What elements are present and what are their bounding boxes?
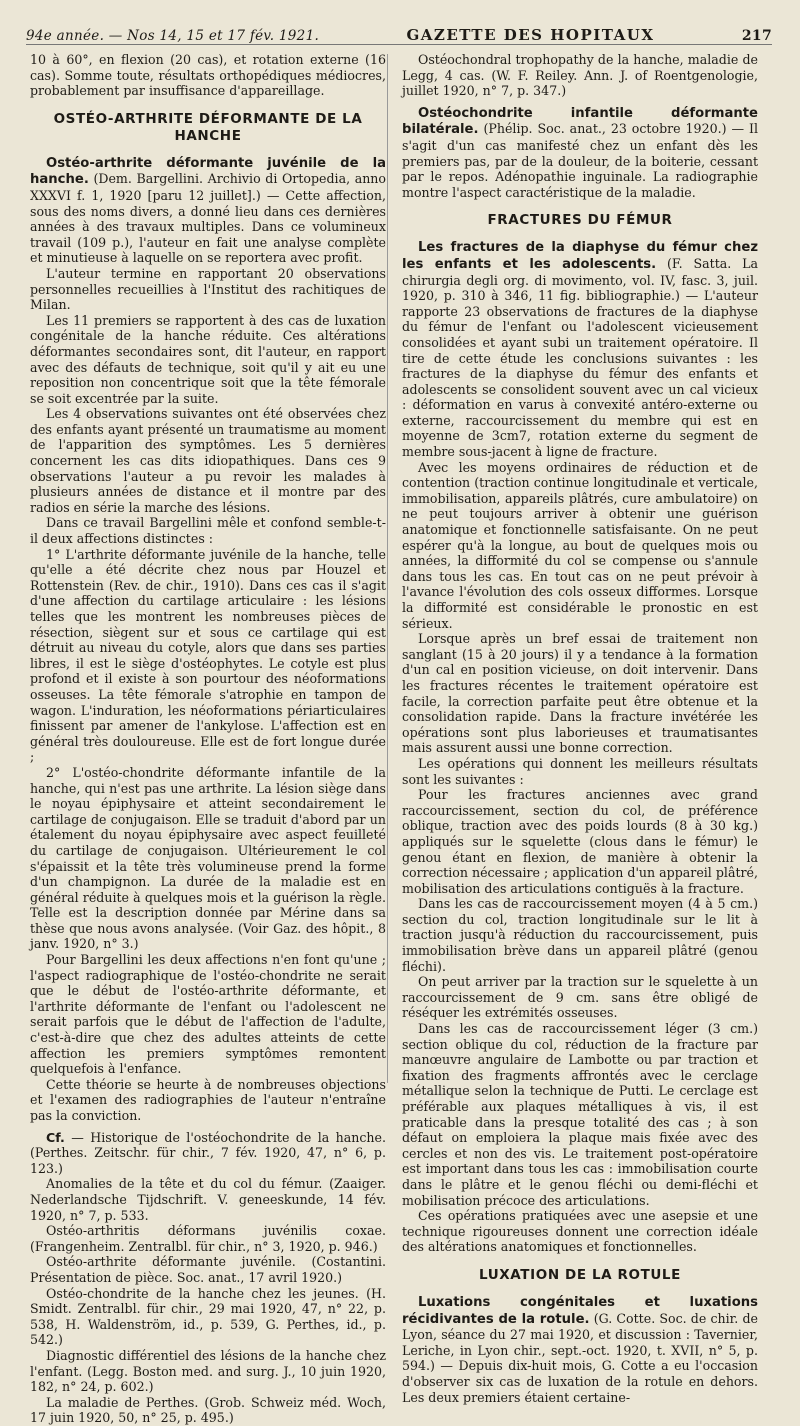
article-bargellini — [30, 155, 386, 266]
paragraph: 2° L'ostéo-chondrite déformante infantile de la hanche, qui n'est pas une arthrite. La lésion siège dans le noyau épiphysaire et atteint secondairement le cartilage de conjugaison. Elle se traduit d'abord par un étalement du noyau épiphysaire avec aspect feuilleté du cartilage de conjugaison. Ultérieurement le col s'épaissit et la tête très volumineuse prend la forme d'un champignon. La durée de la maladie est en général réduite à quelques mois et la guérison la règle. Telle est la description donnée par Mérine dans sa thèse que nous avons analysée. (Voir Gaz. des hôpit., 8 janv. 1920, n° 3.) — [30, 764, 386, 952]
cf-item: Diagnostic différentiel des lésions de la hanche chez l'enfant. (Legg. Boston med. and surg. J., 10 juin 1920, 182, n° 24, p. 602.) — [30, 1347, 386, 1395]
article-title: Les fractures de la diaphyse du fémur chez les enfants et les adolescents. — [402, 240, 758, 272]
paragraph: Ces opérations pratiquées avec une asepsie et une technique rigoureuses donnent une correction idéale des altérations anatomiques et fonctionnelles. — [402, 1208, 758, 1255]
article-reference: (Dem. Bargellini. Archivio di Ortopedia, anno XXXVI f. 1, 1920 [paru 12 juillet].) — [30, 171, 386, 203]
article-body: (G. Cotte. Soc. de chir. de Lyon, séance du 27 mai 1920, et discussion : Tavernier, Leriche, in Lyon chir., sept.-oct. 1920, t. XVII, n° 5, p. 594.) — Depuis dix-huit mois, G. Cotte a eu l'occasion d'observer six cas de luxation de la rotule en dehors. Les deux premiers étaient certaine- — [402, 1310, 758, 1405]
cf-item: Ostéo-arthritis déformans juvénilis coxae. (Frangenheim. Zentralbl. für chir., n° 3, 1920, p. 946.) — [30, 1223, 386, 1254]
article-phelip — [402, 105, 758, 201]
cf-item: Ostéo-arthrite déformante juvénile. (Costantini. Présentation de pièce. Soc. anat., 17 avril 1920.) — [30, 1254, 386, 1285]
article-satta — [402, 239, 758, 459]
cf-item: La maladie de Perthes. (Grob. Schweiz méd. Woch, 17 juin 1920, 50, n° 25, p. 495.) — [30, 1394, 386, 1426]
page-header — [26, 14, 772, 45]
paragraph: 1° L'arthrite déformante juvénile de la hanche, telle qu'elle a été décrite chez nous par Houzel et Rottenstein (Rev. de chir., 1910). Dans ces cas il s'agit d'une affection du cartilage articulaire : les lésions telles que les montrent les nombreuses pièces de résection, siègent sur et sous ce cartilage qui est détruit au niveau du cotyle, alors que dans ses parties libres, il est le siège d'ostéophytes. Le cotyle est plus profond et il existe à son pourtour des néoformations osseuses. La tête fémorale s'atrophie en tampon de wagon. L'induration, les néoformations périarticulaires finissent par amener de l'ankylose. L'affection est en général très douloureuse. Elle est de fort longue durée ; — [30, 546, 386, 765]
article-cotte — [402, 1294, 758, 1405]
section-heading-osteo-arthrite: OSTÉO-ARTHRITE DÉFORMANTE DE LA HANCHE — [53, 110, 363, 144]
right-column — [402, 52, 758, 1405]
article-title: Ostéochondrite infantile déformante bilatérale. — [402, 105, 758, 138]
article-title: Luxations congénitales et luxations récidivantes de la rotule. — [402, 1294, 758, 1327]
section-heading-fractures: FRACTURES DU FÉMUR — [487, 212, 673, 229]
paragraph: L'auteur termine en rapportant 20 observations personnelles recueillies à l'Institut des rachitiques de Milan. — [30, 265, 386, 313]
cf-item: Anomalies de la tête et du col du fémur. (Zaaiger. Nederlandsche Tijdschrift. V. geneeskunde, 14 fév. 1920, n° 7, p. 533. — [30, 1176, 386, 1223]
page-number: 217 — [741, 28, 772, 44]
paragraph: Lorsque après un bref essai de traitement non sanglant (15 à 20 jours) il y a tendance à la formation d'un cal en position vicieuse, on doit intervenir. Dans les fractures récentes le traitement opératoire est facile, la correction parfaite peut être obtenue et la consolidation rapide. Dans la fracture invétérée les opérations sont plus laborieuses et traumatisantes mais assurent aussi une bonne correction. — [402, 631, 758, 756]
left-column — [30, 52, 386, 1426]
paragraph: Dans les cas de raccourcissement léger (3 cm.) section oblique du col, réduction de la fracture par manœuvre angulaire de Lambotte ou par traction et fixation des fragments affrontés avec le cerclage métallique selon la technique de Putti. Le cerclage est préférable aux plaques métalliques à vis, il est praticable dans la presque totalité des cas ; à son défaut on emploiera la plaque mais fixée avec des cercles et non des vis. Le traitement post-opératoire est important dans tous les cas : immobilisation courte dans le plâtre et le genou fléchi ou demi-fléchi et mobilisation précoce des articulations. — [402, 1021, 758, 1208]
cf-item — [30, 1130, 386, 1177]
article-body: (Phélip. Soc. anat., 23 octobre 1920.) — Il s'agit d'un cas manifesté chez un enfant dès les premiers pas, par de la douleur, de la boiterie, cessant par le repos. Adénopathie inguinale. La radiographie montre l'aspect caractéristique de la maladie. — [402, 121, 758, 200]
paragraph: Les opérations qui donnent les meilleurs résultats sont les suivantes : — [402, 755, 758, 787]
journal-title: GAZETTE DES HOPITAUX — [406, 26, 655, 44]
continued-paragraph: 10 à 60°, en flexion (20 cas), et rotation externe (16 cas). Somme toute, résultats orthopédiques médiocres, probablement par insuffisance d'appareillage. — [30, 52, 386, 99]
paragraph: Les 11 premiers se rapportent à des cas de luxation congénitale de la hanche réduite. Ces altérations déformantes secondaires sont, dit l'auteur, en rapport avec des défauts de technique, soit qu'il y ait eu une reposition non concentrique soit que la tête fémorale se soit excentrée par la suite. — [30, 312, 386, 406]
article-body: — Cette affection, sous des noms divers, a donné lieu dans ces dernières années à des travaux multiples. Dans ce volumineux travail (109 p.), l'auteur en fait une analyse complète et minutieuse à laquelle on se reportera avec profit. — [30, 187, 386, 266]
cf-item: Ostéo-chondrite de la hanche chez les jeunes. (H. Smidt. Zentralbl. für chir., 29 mai 1920, 47, n° 22, p. 538, H. Waldenström, id., p. 539, G. Perthes, id., p. 542.) — [30, 1285, 386, 1348]
paragraph: Dans ce travail Bargellini mêle et confond semble-t-il deux affections distinctes : — [30, 515, 386, 547]
cf-label: Cf. — [46, 1129, 65, 1145]
column-divider — [387, 54, 388, 1083]
article-title: Ostéo-arthrite déformante juvénile de la hanche. — [30, 155, 386, 188]
paragraph: Dans les cas de raccourcissement moyen (4 à 5 cm.) section du col, traction longitudinale sur le lit à traction jusqu'à réduction du raccourcissement, puis immobilisation brève dans un appareil plâtré (genou fléchi). — [402, 896, 758, 974]
section-heading-luxation: LUXATION DE LA ROTULE — [479, 1266, 681, 1283]
paragraph: Pour Bargellini les deux affections n'en font qu'une ; l'aspect radiographique de l'ostéo-chondrite ne serait que le début de l'ostéo-arthrite déformante, et l'arthrite déformante de l'enfant ou l'adolescent ne serait parfois que le début de l'affection de l'adulte, c'est-à-dire que chez des adultes atteints de cette affection les premiers symptômes remontent quelquefois à l'enfance. — [30, 952, 386, 1077]
paragraph: Avec les moyens ordinaires de réduction et de contention (traction continue longitudinale et verticale, immobilisation, appareils plâtrés, cure ambulatoire) on ne peut toujours arriver à obtenir une guérison anatomique et fonctionnelle satisfaisante. On ne peut espérer qu'à la longue, au bout de quelques mois ou années, la difformité du col se compense ou s'annule dans tous les cas. En tout cas on ne peut prévoir à l'avance l'évolution des cols osseux difformes. Lorsque la difformité est considérable le pronostic en est sérieux. — [402, 459, 758, 631]
paragraph: Pour les fractures anciennes avec grand raccourcissement, section du col, de préférence oblique, traction avec des poids lourds (8 à 30 kg.) appliqués sur le squelette (clous dans le fémur) le genou étant en flexion, de manière à obtenir la correction nécessaire ; application d'un appareil plâtré, mobilisation des articulations contiguës à la fracture. — [402, 787, 758, 896]
paragraph: Les 4 observations suivantes ont été observées chez des enfants ayant présenté un traumatisme au moment de l'apparition des symptômes. Les 5 dernières concernent les cas dits idiopathiques. Dans ces 9 observations l'auteur a pu revoir les malades à plusieurs années de distance et il montre par des radios en série la marche des lésions. — [30, 406, 386, 515]
paragraph: Cette théorie se heurte à de nombreuses objections et l'examen des radiographies de l'auteur n'entraîne pas la conviction. — [30, 1076, 386, 1123]
paragraph: Ostéochondral trophopathy de la hanche, maladie de Legg, 4 cas. (W. F. Reiley. Ann. J. of Roentgenologie, juillet 1920, n° 7, p. 347.) — [402, 52, 758, 99]
issue-info: 94e année. — Nos 14, 15 et 17 fév. 1921. — [26, 28, 320, 44]
paragraph: On peut arriver par la traction sur le squelette à un raccourcissement de 9 cm. sans être obligé de réséquer les extrémités osseuses. — [402, 974, 758, 1021]
article-body: (F. Satta. La chirurgia degli org. di movimento, vol. IV, fasc. 3, juil. 1920, p. 310 à 346, 11 fig. bibliographie.) — L'auteur rapporte 23 observations de fractures de la diaphyse du fémur de l'enfant ou l'adolescent vicieusement consolidées et ayant subi un traitement opératoire. Il tire de cette étude les conclusions suivantes : les fractures de la diaphyse du fémur des enfants et adolescents se consolident souvent avec un cal vicieux : déformation en varus à convexité antéro-externe ou externe, raccourcissement du membre qui est en moyenne de 3cm7, rotation externe du segment de membre sous-jacent à ligne de fracture. — [402, 255, 758, 460]
cf-text: — Historique de l'ostéochondrite de la hanche. (Perthes. Zeitschr. für chir., 7 fév. 1920, 47, n° 6, p. 123.) — [30, 1129, 386, 1176]
